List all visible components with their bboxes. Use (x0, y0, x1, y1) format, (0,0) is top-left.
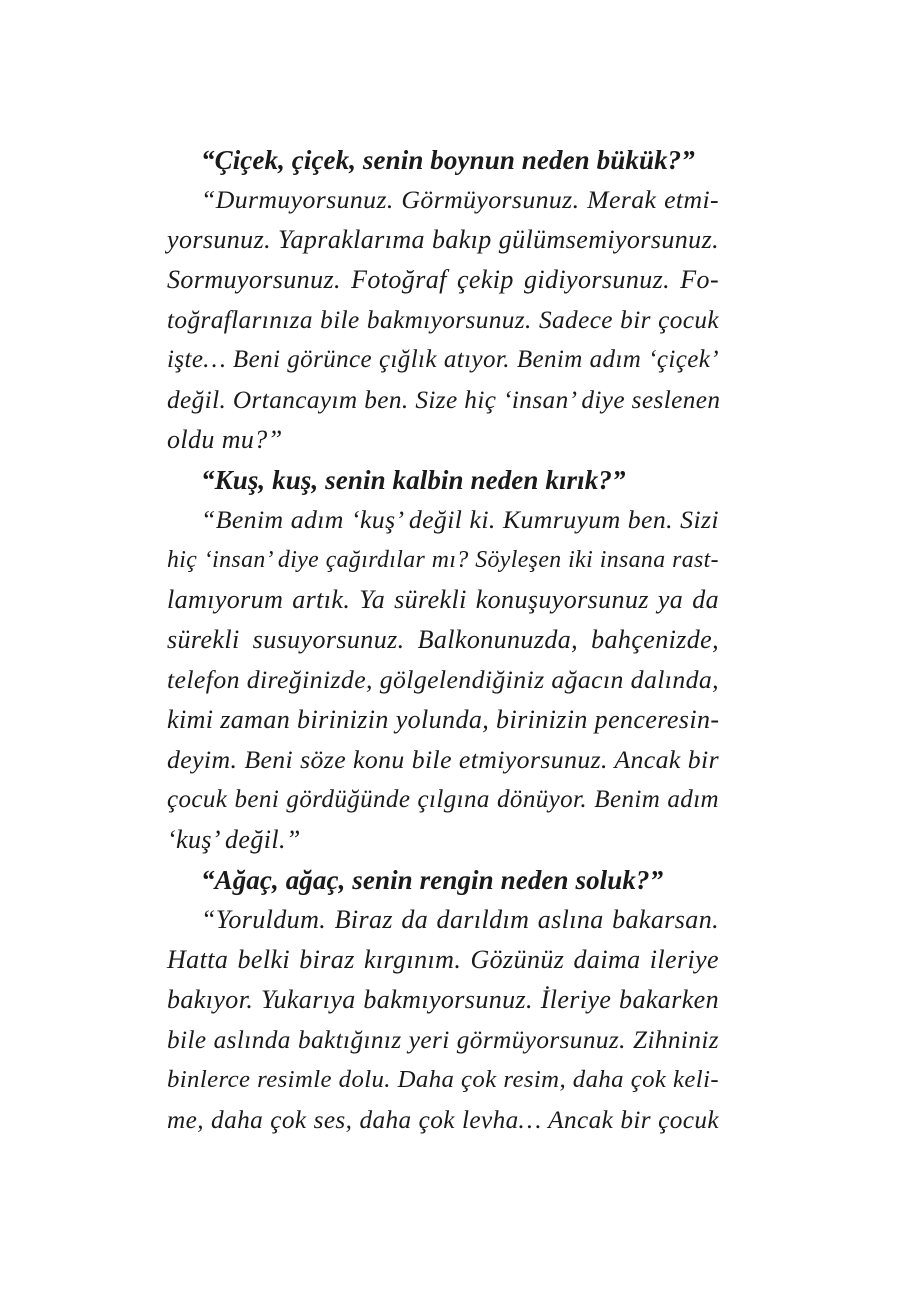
section-paragraph (167, 180, 719, 460)
text-line: “Benim adım ‘kuş’ değil ki. Kumruyum ben. Sizi (201, 505, 719, 534)
text-line: oldu mu?” (167, 425, 283, 454)
section-paragraph (167, 500, 719, 860)
text-line: bile aslında baktığınız yeri görmüyorsunuz. Zihniniz (167, 1026, 719, 1054)
text-line: toğraflarınıza bile bakmıyorsunuz. Sadece bir çocuk (167, 306, 719, 334)
book-page (167, 140, 719, 1140)
text-line: binlerce resimle dolu. Daha çok resim, daha çok keli- (167, 1066, 719, 1093)
section-heading: “Çiçek, çiçek, senin boynun neden bükük?” (201, 145, 695, 175)
text-line: “Durmuyorsunuz. Görmüyorsunuz. Merak etmi- (201, 185, 719, 214)
text-line: telefon direğinizde, gölgelendiğiniz ağacın dalında, (167, 665, 719, 694)
text-line: Hatta belki biraz kırgınım. Gözünüz daima ileriye (167, 945, 719, 974)
text-line: me, daha çok ses, daha çok levha… Ancak bir çocuk (167, 1106, 719, 1134)
text-line: kimi zaman birinizin yolunda, birinizin penceresin- (167, 705, 720, 734)
section-paragraph (167, 900, 719, 1140)
text-line: değil. Ortancayım ben. Size hiç ‘insan’ diye seslenen (167, 386, 721, 414)
text-line: ‘kuş’ değil.” (167, 825, 301, 854)
text-line: bakıyor. Yukarıya bakmıyorsunuz. İleriye bakarken (167, 985, 719, 1014)
text-line: çocuk beni gördüğünde çılgına dönüyor. Benim adım (167, 786, 719, 813)
section-heading: “Kuş, kuş, senin kalbin neden kırık?” (201, 465, 626, 495)
text-line: Sormuyorsunuz. Fotoğraf çekip gidiyorsunuz. Fo- (167, 265, 719, 294)
text-line: yorsunuz. Yapraklarıma bakıp gülümsemiyorsunuz. (167, 225, 719, 254)
text-line: sürekli susuyorsunuz. Balkonunuzda, bahçenizde, (167, 625, 719, 654)
text-line: işte… Beni görünce çığlık atıyor. Benim adım ‘çiçek’ (167, 346, 719, 373)
text-line: hiç ‘insan’ diye çağırdılar mı? Söyleşen iki insana rast- (167, 547, 719, 573)
text-line: “Yoruldum. Biraz da darıldım aslına bakarsan. (201, 905, 719, 934)
text-line: lamıyorum artık. Ya sürekli konuşuyorsunuz ya da (167, 585, 719, 614)
section-heading: “Ağaç, ağaç, senin rengin neden soluk?” (201, 865, 664, 895)
text-line: deyim. Beni söze konu bile etmiyorsunuz. Ancak bir (167, 745, 719, 774)
